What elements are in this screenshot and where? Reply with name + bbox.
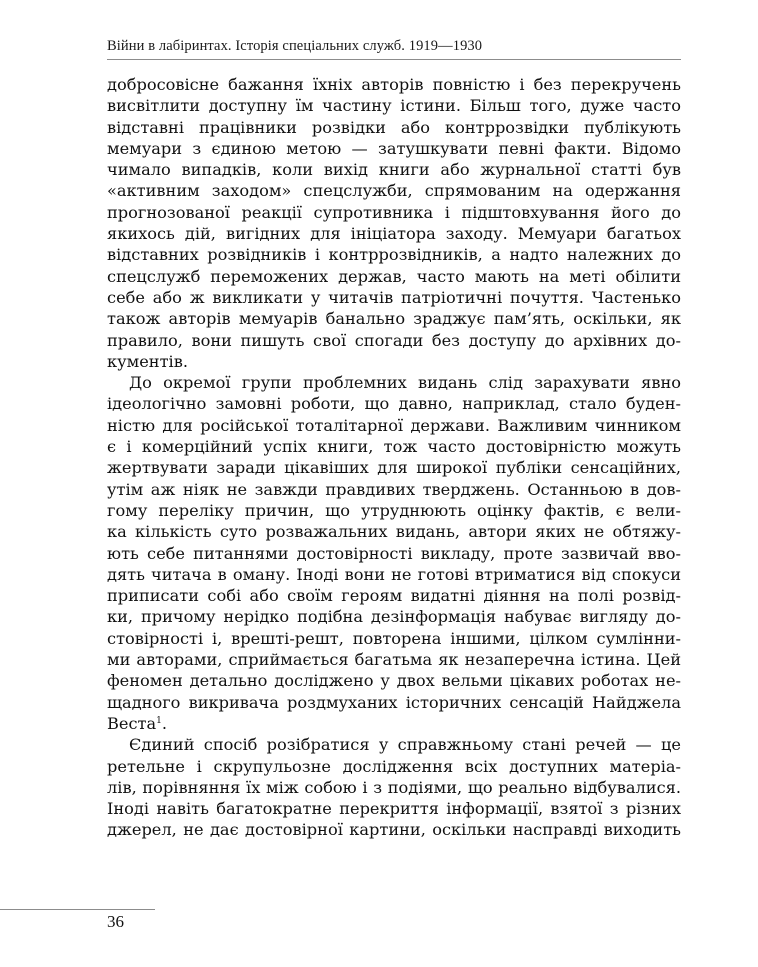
text-line-content: ка кількість суто розважальних видань, автори яких не обтяжу- bbox=[107, 522, 681, 542]
text-line bbox=[107, 415, 681, 436]
footnote-reference[interactable]: 1 bbox=[156, 715, 162, 726]
text-line bbox=[107, 819, 681, 840]
text-line-content: Веста bbox=[107, 713, 157, 733]
text-line bbox=[107, 180, 681, 201]
text-line bbox=[107, 649, 681, 670]
text-line bbox=[107, 74, 681, 95]
text-line-content: висвітлити доступну їм частину істини. Більш того, дуже часто bbox=[107, 96, 681, 116]
text-line-content: себе або ж викликати у читачів патріотичні почуття. Частенько bbox=[107, 287, 681, 307]
text-line bbox=[107, 244, 681, 265]
text-line-content: Єдиний спосіб розібратися у справжньому стані речей — це bbox=[129, 735, 681, 755]
text-line bbox=[107, 138, 681, 159]
text-line-content: прогнозованої реакції супротивника і підштовхування його до bbox=[107, 202, 681, 222]
text-line-content: джерел, не дає достовірної картини, оскільки насправді виходить bbox=[107, 820, 681, 840]
text-line bbox=[107, 95, 681, 116]
text-line-content: утім аж ніяк не завжди правдивих тверджень. Останньою в дов- bbox=[107, 479, 681, 499]
text-line bbox=[107, 308, 681, 329]
text-line bbox=[107, 266, 681, 287]
text-line-content: ретельне і скрупульозне дослідження всіх доступних матеріа- bbox=[107, 756, 681, 776]
text-line-content: спецслужб переможених держав, часто мають на меті обілити bbox=[107, 266, 681, 286]
text-line-content: ідеологічно замовні роботи, що давно, наприклад, стало буден- bbox=[107, 394, 681, 414]
text-line bbox=[107, 606, 681, 627]
text-line bbox=[107, 777, 681, 798]
text-line bbox=[107, 585, 681, 606]
text-line bbox=[107, 692, 681, 713]
text-line bbox=[107, 670, 681, 691]
text-line bbox=[107, 500, 681, 521]
text-line bbox=[107, 457, 681, 478]
text-line bbox=[107, 521, 681, 542]
text-line-content: якихось дій, вигідних для ініціатора заходу. Мемуари багатьох bbox=[107, 224, 681, 244]
text-line bbox=[107, 756, 681, 777]
text-line-content: приписати собі або своїм героям видатні діяння на полі розвід- bbox=[107, 586, 681, 606]
text-line-content: гому переліку причин, що утруднюють оцінку фактів, є вели- bbox=[107, 500, 681, 520]
text-line-content: стовірності і, врешті-решт, повторена іншими, цілком сумлінни- bbox=[107, 628, 681, 648]
text-line-content: ють себе питаннями достовірності викладу, проте зазвичай вво- bbox=[107, 543, 681, 563]
text-line-content: феномен детально досліджено у двох вельми цікавих роботах не- bbox=[107, 671, 681, 691]
text-line-content: ки, причому нерідко подібна дезінформація набуває вигляду до- bbox=[107, 607, 681, 627]
text-line-content: ністю для російської тоталітарної держави. Важливим чинником bbox=[107, 415, 681, 435]
text-line bbox=[107, 713, 681, 734]
text-line-content: кументів. bbox=[107, 351, 188, 371]
text-line bbox=[107, 117, 681, 138]
text-line bbox=[107, 372, 681, 393]
text-line bbox=[107, 351, 681, 372]
text-line-content: До окремої групи проблемних видань слід зарахувати явно bbox=[129, 373, 681, 393]
text-line bbox=[107, 479, 681, 500]
footnote-divider bbox=[0, 909, 155, 910]
text-line bbox=[107, 287, 681, 308]
text-line-content: є і комерційний успіх книги, тож часто достовірністю можуть bbox=[107, 437, 681, 457]
text-line-content: добросовісне бажання їхніх авторів повністю і без перекручень bbox=[107, 75, 681, 94]
text-line-content: відставних розвідників і контррозвідників, а надто належних до bbox=[107, 245, 681, 265]
header-divider bbox=[107, 59, 681, 60]
text-line-content: «активним заходом» спецслужби, спрямованим на одержання bbox=[107, 181, 681, 201]
text-line bbox=[107, 628, 681, 649]
text-line-content: дять читача в оману. Іноді вони не готові втриматися від спокуси bbox=[107, 564, 681, 584]
text-line-content: жертвувати заради цікавіших для широкої публіки сенсаційних, bbox=[107, 458, 681, 478]
text-line-content: відставні працівники розвідки або контррозвідки публікують bbox=[107, 117, 681, 137]
text-line bbox=[107, 393, 681, 414]
text-line-content: щадного викривача роздмуханих історичних сенсацій Найджела bbox=[107, 692, 681, 712]
text-line-content: також авторів мемуарів банально зраджує пам’ять, оскільки, як bbox=[107, 309, 681, 329]
text-line-content: лів, порівняння їх між собою і з подіями, що реально відбувалися. bbox=[107, 777, 681, 797]
text-line bbox=[107, 202, 681, 223]
text-line-content: правило, вони пишуть свої спогади без доступу до архівних до- bbox=[107, 330, 681, 350]
text-line bbox=[107, 543, 681, 564]
text-line bbox=[107, 564, 681, 585]
trailing-punctuation: . bbox=[161, 713, 168, 733]
text-line bbox=[107, 330, 681, 351]
text-line-content: ми авторами, сприймається багатьма як незаперечна істина. Цей bbox=[107, 650, 681, 670]
text-line-content: чимало випадків, коли вихід книги або журнальної статті був bbox=[107, 160, 681, 180]
text-line bbox=[107, 436, 681, 457]
page-number: 36 bbox=[107, 912, 124, 931]
text-line bbox=[107, 223, 681, 244]
text-line-content: Іноді навіть багатократне перекриття інформації, взятої з різних bbox=[107, 799, 681, 819]
text-line-content: мемуари з єдиною метою — затушкувати певні факти. Відомо bbox=[107, 138, 681, 158]
body-text bbox=[107, 74, 681, 841]
text-line bbox=[107, 159, 681, 180]
running-header: Війни в лабіринтах. Історія спеціальних служб. 1919—1930 bbox=[107, 38, 483, 54]
text-line bbox=[107, 798, 681, 819]
text-line bbox=[107, 734, 681, 755]
